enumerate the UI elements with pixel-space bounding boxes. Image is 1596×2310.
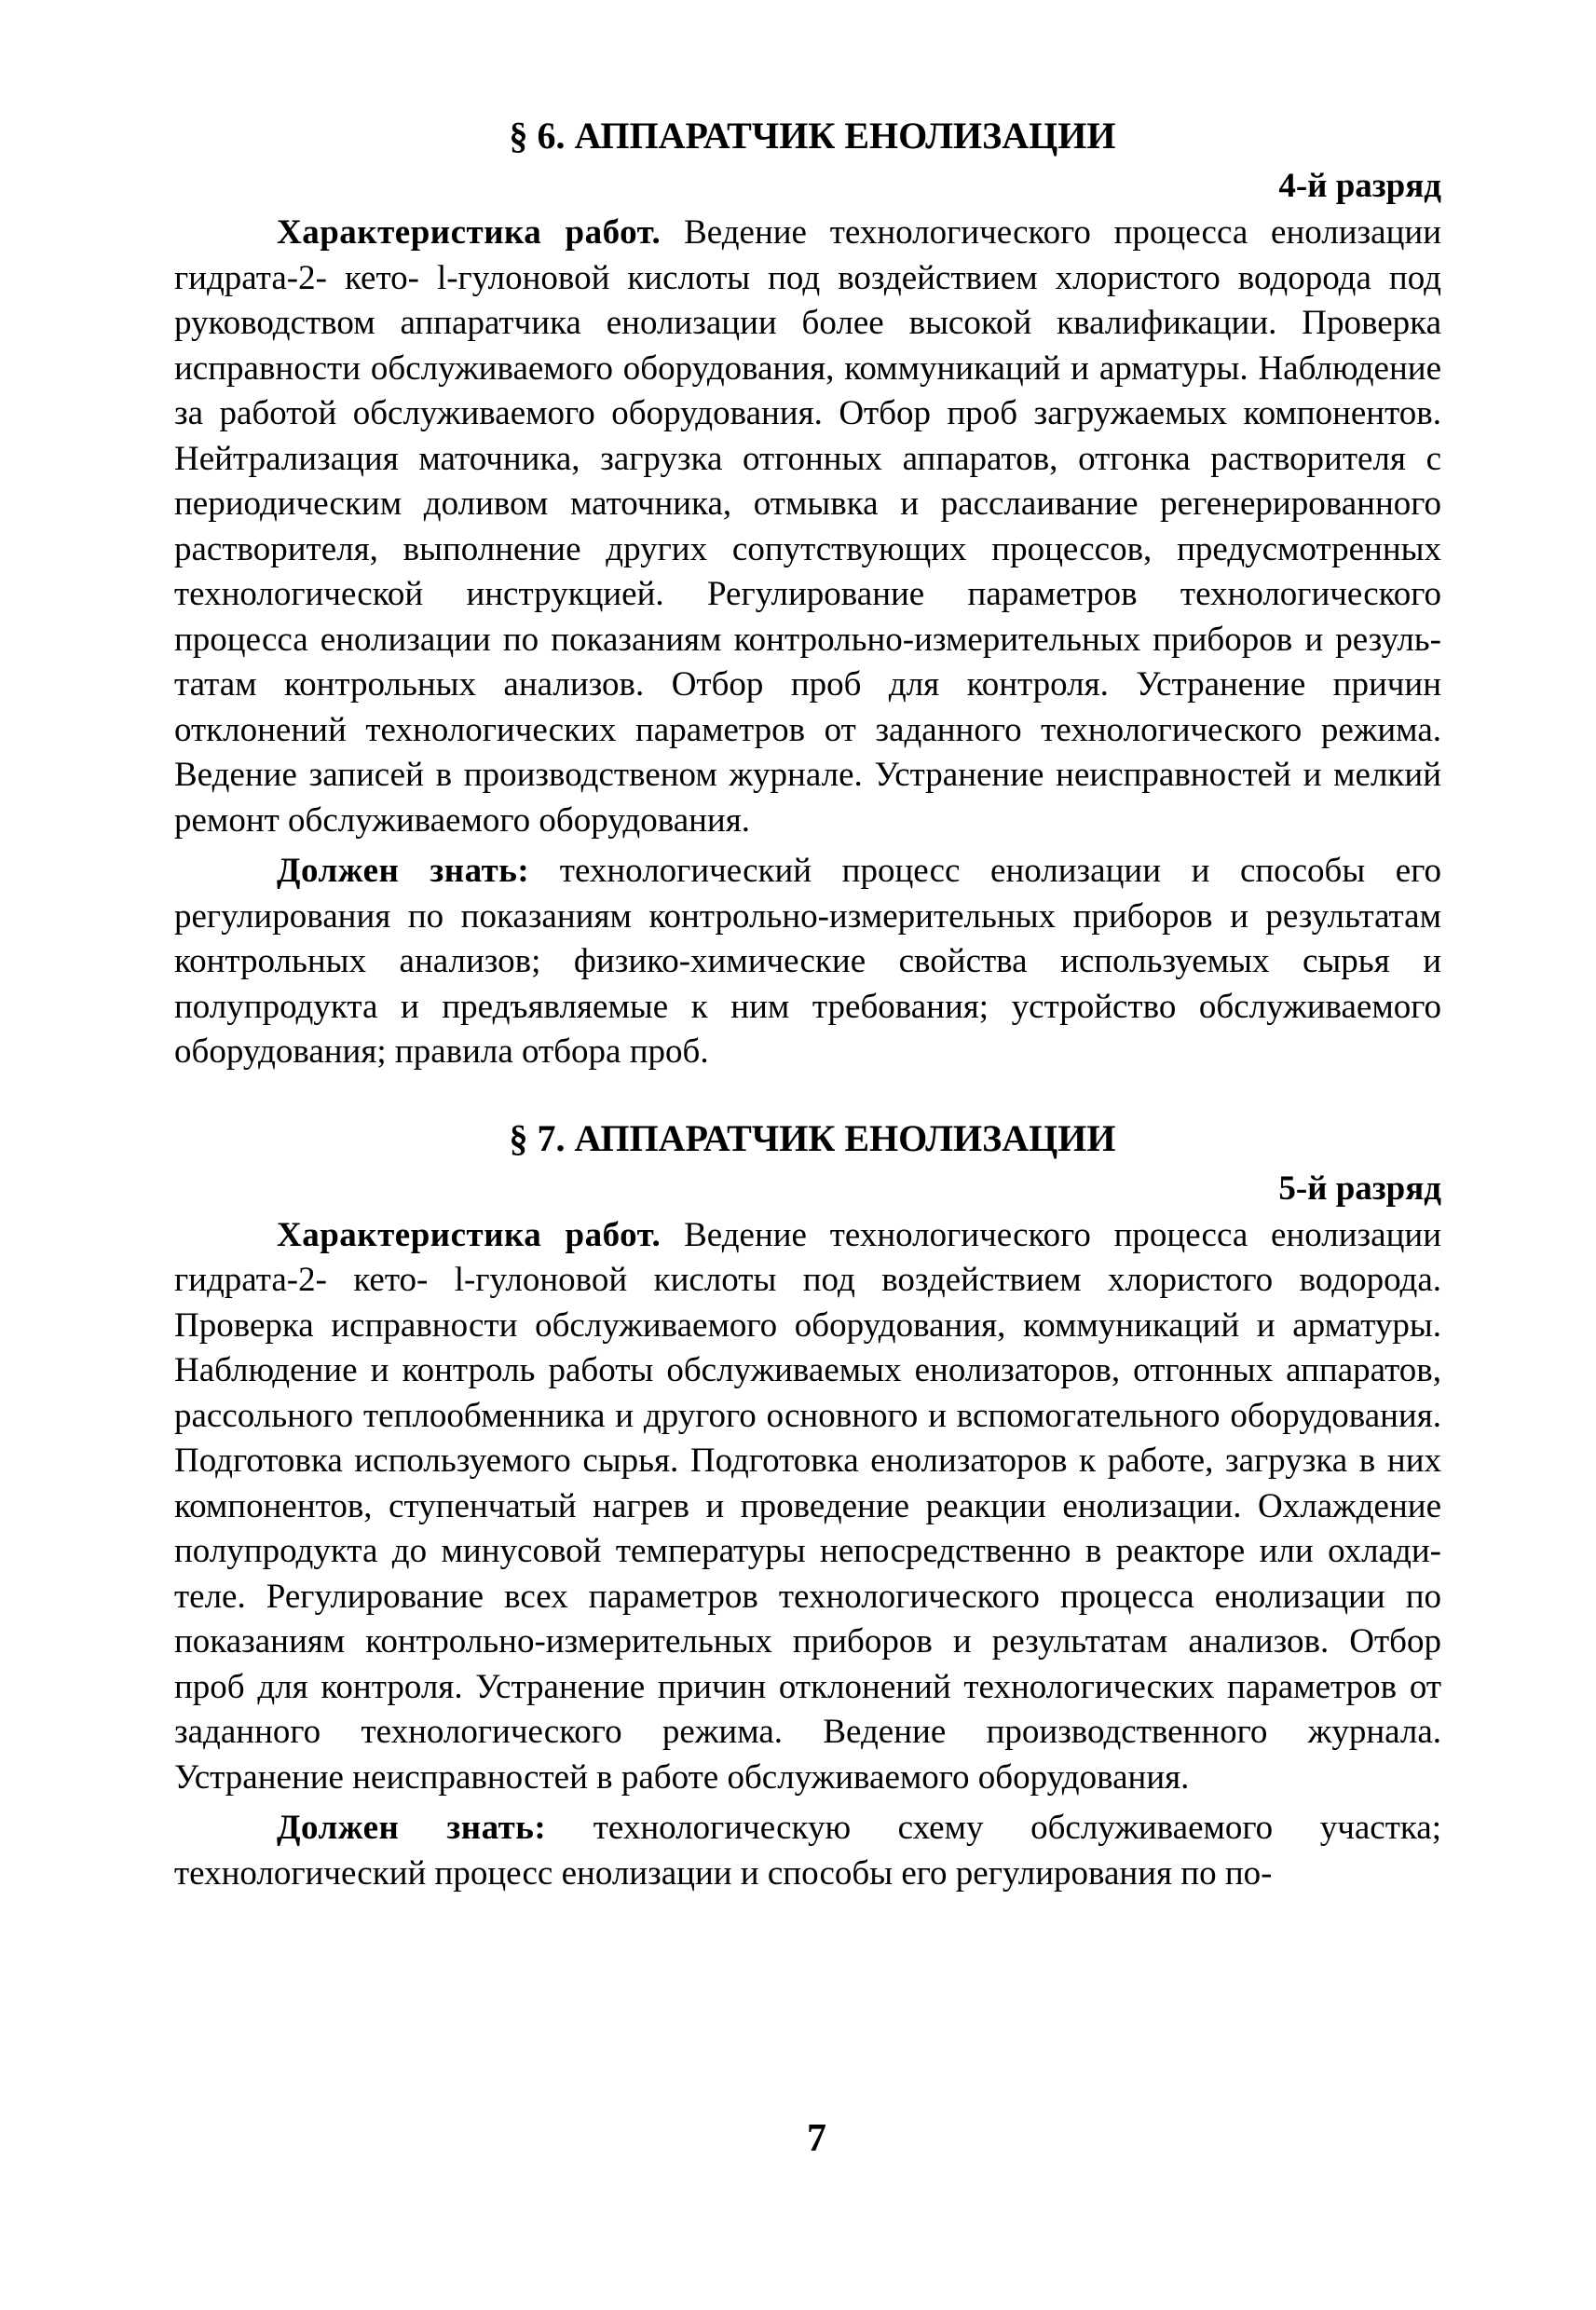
work-characteristics-paragraph [174,1213,1441,1801]
section-title: § 6. АППАРАТЧИК ЕНОЛИЗАЦИИ [509,115,1116,157]
must-know-paragraph [174,1806,1441,1896]
must-know-text: технологический процесс енолизации и способы его регулирования по показаниям контрольно-измерительных приборов и результатам контрольных анализов; физико-химические свойства используемых сырья и полупродукта и предъявляемые к ним требования; устройство обслуживаемого оборудования; правила отбора проб. [174,852,1441,1071]
work-characteristics-paragraph [174,211,1441,843]
document-page [174,110,1441,1896]
work-characteristics-label: Характеристика работ. [277,213,662,252]
must-know-paragraph [174,849,1441,1075]
must-know-text: технологическую схему обслуживаемого участка; технологический процесс енолизации и способы его регулирования по по- [174,1809,1441,1893]
page-number: 7 [807,2117,826,2160]
work-characteristics-text: Ведение технологического процесса енолизации гидрата-2- кето- l-гулоновой кислоты под воздействием хлористого водорода под руководством аппаратчика енолизации более высокой квалификации. Проверка исправности обслуживаемого оборудования, коммуникаций и арматуры. Наблюдение за работой обслуживаемого оборудования. Отбор проб загружаемых компонентов. Нейтрализация маточника, загрузка отгонных аппаратов, отгонка растворителя с периодическим доливом маточника, отмывка и расслаивание регенерированного растворителя, выполнение других сопутствующих процессов, предусмотренных технологической инструкцией. Регулирование параметров технологического процесса енолизации по показаниям контрольно-измерительных приборов и результатам контрольных анализов. Отбор проб для контроля. Устранение причин отклонений технологических параметров от заданного технологического режима. Ведение записей в производственом журнале. Устранение неисправностей и мелкий ремонт обслуживаемого оборудования. [174,213,1441,840]
work-characteristics-text: Ведение технологического процесса енолизации гидрата-2- кето- l-гулоновой кислоты под воздействием хлористого водорода. Проверка исправности обслуживаемого оборудования, коммуникаций и арматуры. Наблюдение и контроль работы обслуживаемых енолизаторов, отгонных аппаратов, рассольного теплообменника и другого основного и вспомогательного оборудования. Подготовка используемого сырья. Подготовка енолизаторов к работе, загрузка в них компонентов, ступенчатый нагрев и проведение реакции енолизации. Охлаждение полупродукта до минусовой температуры непосредственно в реакторе или охладителе. Регулирование всех параметров технологического процесса енолизации по показаниям контрольно-измерительных приборов и результатам анализов. Отбор проб для контроля. Устранение причин отклонений технологических параметров от заданного технологического режима. Ведение производственного журнала. Устранение неисправностей в работе обслуживаемого оборудования. [174,1215,1441,1797]
must-know-label: Должен знать: [277,852,530,890]
must-know-label: Должен знать: [277,1809,547,1847]
grade-label: 4-й разряд [1278,167,1441,205]
grade-label: 5-й разряд [1278,1169,1441,1208]
section-6 [174,110,1441,1075]
section-title: § 7. АППАРАТЧИК ЕНОЛИЗАЦИИ [509,1116,1116,1159]
work-characteristics-label: Характеристика работ. [277,1215,662,1254]
section-7 [174,1113,1441,1897]
